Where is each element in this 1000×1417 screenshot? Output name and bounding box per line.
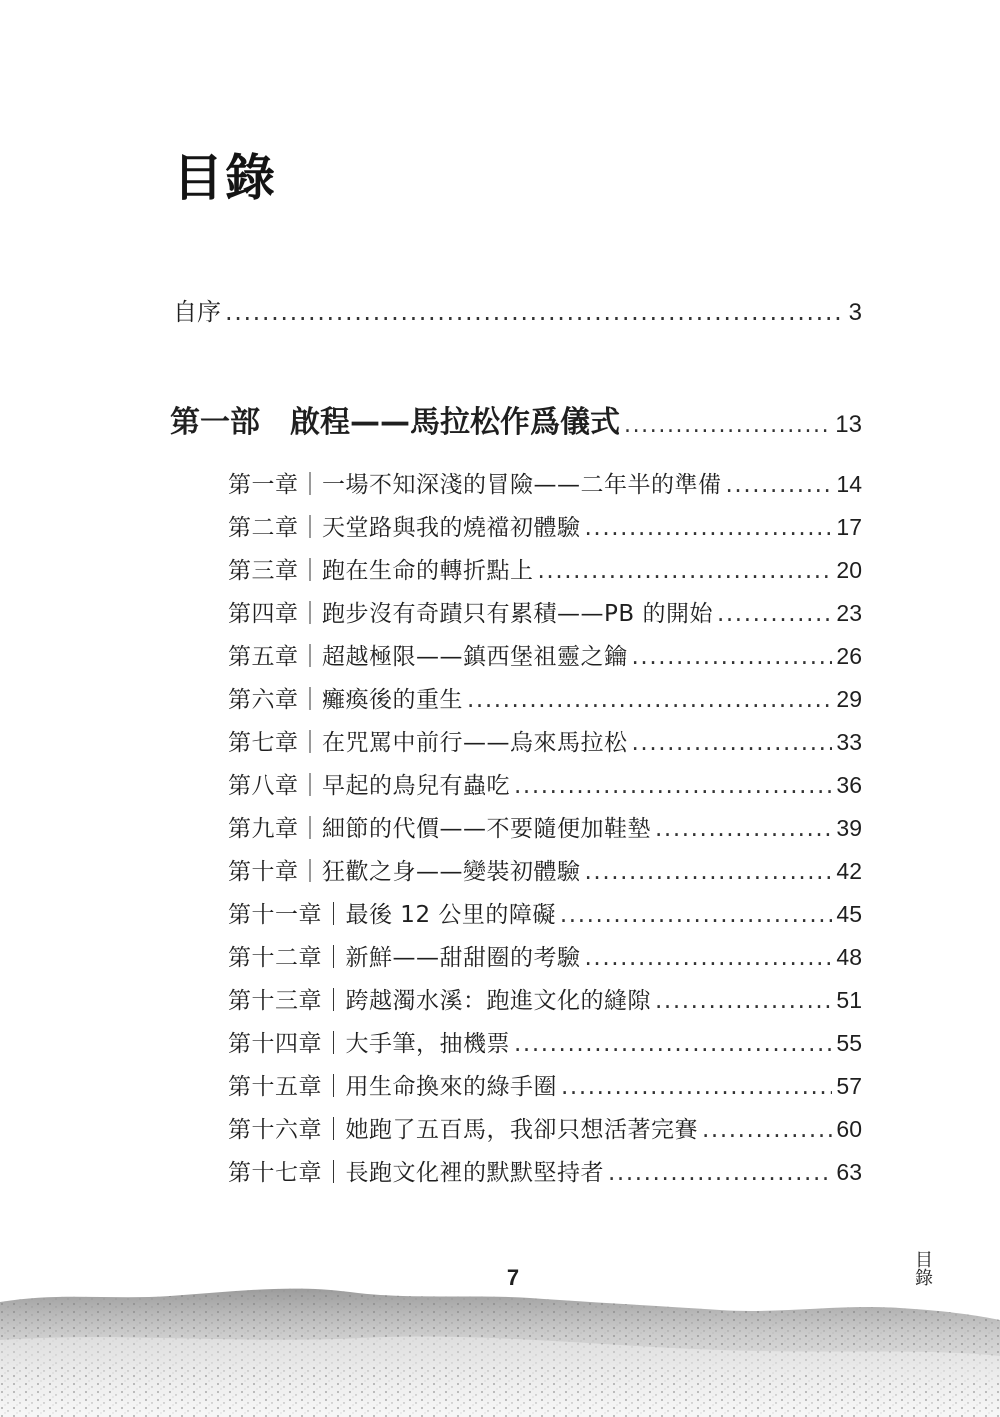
toc-part-page: 13 xyxy=(835,411,862,438)
dot-leader xyxy=(624,413,831,438)
dot-leader xyxy=(225,298,845,326)
toc-entry-label: 第七章｜在咒罵中前行——烏來馬拉松 xyxy=(228,730,628,756)
toc-entry-page: 57 xyxy=(836,1073,862,1099)
dot-leader xyxy=(717,601,832,627)
toc-entry-label: 第十二章｜新鮮——甜甜圈的考驗 xyxy=(228,945,581,971)
toc-entry-page: 55 xyxy=(836,1030,862,1056)
toc-entry-chapter-9[interactable] xyxy=(228,810,862,842)
toc-entry-page: 36 xyxy=(836,772,862,798)
page-title: 目錄 xyxy=(173,149,277,207)
toc-entry-page: 17 xyxy=(836,514,862,540)
toc-entry-label: 第六章｜癱瘓後的重生 xyxy=(228,687,463,713)
toc-entry-preface[interactable] xyxy=(173,292,862,327)
toc-entry-label: 第八章｜早起的鳥兒有蟲吃 xyxy=(228,773,510,799)
toc-entry-page: 14 xyxy=(836,471,862,497)
dot-leader xyxy=(655,816,832,842)
toc-entry-label: 第十七章｜長跑文化裡的默默堅持者 xyxy=(228,1160,604,1186)
dot-leader xyxy=(702,1117,832,1143)
toc-entry-label: 第四章｜跑步沒有奇蹟只有累積——PB 的開始 xyxy=(228,601,713,627)
toc-entry-chapter-3[interactable] xyxy=(228,552,862,584)
toc-entry-chapter-16[interactable] xyxy=(228,1111,862,1143)
toc-entry-page: 51 xyxy=(836,987,862,1013)
toc-entry-label: 第五章｜超越極限——鎮西堡祖靈之鑰 xyxy=(228,644,628,670)
toc-entry-page: 42 xyxy=(836,858,862,884)
toc-entry-chapter-7[interactable] xyxy=(228,724,862,756)
toc-entry-label: 第三章｜跑在生命的轉折點上 xyxy=(228,558,534,584)
page-number: 7 xyxy=(506,1265,520,1290)
dot-leader xyxy=(538,558,833,584)
toc-entry-chapter-2[interactable] xyxy=(228,509,862,541)
toc-entry-chapter-5[interactable] xyxy=(228,638,862,670)
side-section-tab: 目錄 xyxy=(912,1250,933,1286)
toc-entry-page: 3 xyxy=(848,299,862,326)
toc-entry-chapter-17[interactable] xyxy=(228,1154,862,1186)
dot-leader xyxy=(632,644,833,670)
landscape-illustration xyxy=(0,1270,1000,1417)
toc-entry-chapter-14[interactable] xyxy=(228,1025,862,1057)
toc-entry-page: 45 xyxy=(836,901,862,927)
toc-entry-chapter-15[interactable] xyxy=(228,1068,862,1100)
dot-leader xyxy=(585,945,833,971)
toc-entry-page: 20 xyxy=(836,557,862,583)
toc-entry-page: 26 xyxy=(836,643,862,669)
toc-entry-chapter-11[interactable] xyxy=(228,896,862,928)
toc-entry-page: 39 xyxy=(836,815,862,841)
dot-leader xyxy=(632,730,833,756)
dot-leader xyxy=(514,773,832,799)
toc-entry-chapter-10[interactable] xyxy=(228,853,862,885)
toc-entry-label: 第十一章｜最後 12 公里的障礙 xyxy=(228,902,556,928)
dot-leader xyxy=(560,902,833,928)
toc-entry-label: 第一章｜一場不知深淺的冒險——二年半的準備 xyxy=(228,472,722,498)
toc-entry-label: 第十三章｜跨越濁水溪：跑進文化的縫隙 xyxy=(228,988,651,1014)
toc-entry-chapter-4[interactable] xyxy=(228,595,862,627)
toc-entry-chapter-1[interactable] xyxy=(228,466,862,498)
dot-leader xyxy=(585,515,833,541)
toc-entry-label: 第十六章｜她跑了五百馬，我卻只想活著完賽 xyxy=(228,1117,698,1143)
toc-entry-label: 第二章｜天堂路與我的燒襠初體驗 xyxy=(228,515,581,541)
dot-leader xyxy=(726,472,833,498)
dot-leader xyxy=(655,988,832,1014)
toc-entry-chapter-8[interactable] xyxy=(228,767,862,799)
dot-leader xyxy=(467,687,832,713)
toc-entry-page: 33 xyxy=(836,729,862,755)
toc-entry-label: 第十章｜狂歡之身——變裝初體驗 xyxy=(228,859,581,885)
toc-entry-label: 第十五章｜用生命換來的綠手圈 xyxy=(228,1074,557,1100)
dot-leader xyxy=(585,859,833,885)
toc-entry-page: 48 xyxy=(836,944,862,970)
toc-entry-chapter-6[interactable] xyxy=(228,681,862,713)
toc-entry-label: 第十四章｜大手筆，抽機票 xyxy=(228,1031,510,1057)
dot-leader xyxy=(561,1074,832,1100)
dot-leader xyxy=(514,1031,832,1057)
toc-entry-page: 60 xyxy=(836,1116,862,1142)
toc-entry-page: 29 xyxy=(836,686,862,712)
toc-entry-page: 63 xyxy=(836,1159,862,1185)
dot-leader xyxy=(608,1160,832,1186)
toc-entry-page: 23 xyxy=(836,600,862,626)
toc-part-heading[interactable] xyxy=(170,397,862,441)
toc-entry-label: 自序 xyxy=(173,298,221,326)
toc-entry-chapter-12[interactable] xyxy=(228,939,862,971)
toc-entry-chapter-13[interactable] xyxy=(228,982,862,1014)
toc-part-label: 第一部 啟程——馬拉松作爲儀式 xyxy=(170,405,620,440)
toc-entry-label: 第九章｜細節的代價——不要隨便加鞋墊 xyxy=(228,816,651,842)
